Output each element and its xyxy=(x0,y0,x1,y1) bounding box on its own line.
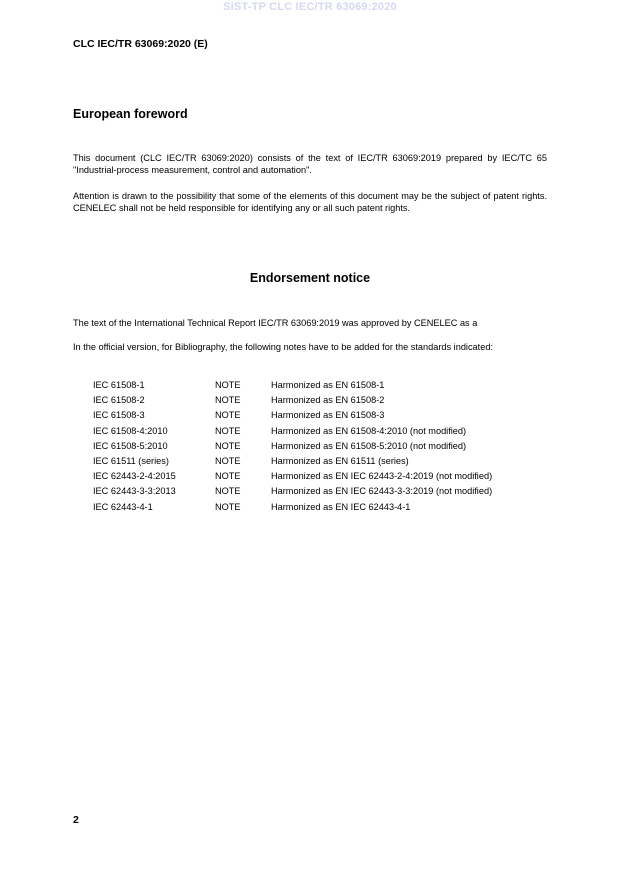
foreword-paragraph-1: This document (CLC IEC/TR 63069:2020) consists of the text of IEC/TR 63069:2019 prepared by IEC/TC 65 "Industrial-process measurement, control and automation". xyxy=(73,153,547,175)
harmonized-text: Harmonized as EN 61511 (series) xyxy=(271,455,409,466)
standard-id: IEC 61508-1 xyxy=(93,380,145,390)
standard-id: IEC 61511 (series) xyxy=(93,455,169,466)
standard-id: IEC 62443-2-4:2015 xyxy=(93,471,176,482)
harmonized-text: Harmonized as EN IEC 62443-4-1 xyxy=(271,501,411,512)
harmonized-text: Harmonized as EN IEC 62443-3-3:2019 (not modified) xyxy=(271,486,493,497)
endorsement-paragraph-2: In the official version, for Bibliography, the following notes have to be added for the standards indicated: xyxy=(73,342,493,352)
harmonized-text: Harmonized as EN 61508-4:2010 (not modified) xyxy=(271,425,467,436)
standard-id: IEC 61508-4:2010 xyxy=(93,425,168,436)
harmonized-text: Harmonized as EN 61508-2 xyxy=(271,395,385,406)
standard-row xyxy=(93,484,492,499)
document-id: CLC IEC/TR 63069:2020 (E) xyxy=(73,38,208,50)
standard-row xyxy=(93,469,492,484)
foreword-paragraph-2: Attention is drawn to the possibility that some of the elements of this document may be the subject of patent rights. CENELEC shall not be held responsible for identifying any or all such patent rights. xyxy=(73,191,547,213)
standard-row xyxy=(93,408,492,423)
note-label: NOTE xyxy=(215,425,241,436)
note-label: NOTE xyxy=(215,410,241,421)
standard-row xyxy=(93,378,492,393)
note-label: NOTE xyxy=(215,395,241,406)
harmonized-text: Harmonized as EN 61508-3 xyxy=(271,410,385,421)
standard-id: IEC 61508-2 xyxy=(93,395,145,406)
standard-row xyxy=(93,454,492,469)
note-label: NOTE xyxy=(215,486,241,497)
harmonized-text: Harmonized as EN 61508-1 xyxy=(271,380,385,390)
standard-row xyxy=(93,393,492,408)
note-label: NOTE xyxy=(215,471,241,482)
foreword-title: European foreword xyxy=(73,107,188,121)
page-number: 2 xyxy=(73,814,79,826)
harmonized-text: Harmonized as EN IEC 62443-2-4:2019 (not modified) xyxy=(271,471,493,482)
note-label: NOTE xyxy=(215,455,241,466)
standard-id: IEC 61508-3 xyxy=(93,410,145,421)
standard-id: IEC 62443-4-1 xyxy=(93,501,153,512)
standard-row xyxy=(93,439,492,454)
standard-row xyxy=(93,424,492,439)
harmonized-text: Harmonized as EN 61508-5:2010 (not modified) xyxy=(271,440,467,451)
note-label: NOTE xyxy=(215,501,241,512)
note-label: NOTE xyxy=(215,380,241,390)
standard-id: IEC 61508-5:2010 xyxy=(93,440,168,451)
watermark: SIST-TP CLC IEC/TR 63069:2020 xyxy=(223,1,397,13)
note-label: NOTE xyxy=(215,440,241,451)
standard-row xyxy=(93,500,492,515)
standard-id: IEC 62443-3-3:2013 xyxy=(93,486,176,497)
endorsement-title: Endorsement notice xyxy=(249,271,371,285)
endorsement-paragraph-1: The text of the International Technical Report IEC/TR 63069:2019 was approved by CENELEC as a xyxy=(73,318,478,328)
standards-note-list xyxy=(93,378,492,515)
